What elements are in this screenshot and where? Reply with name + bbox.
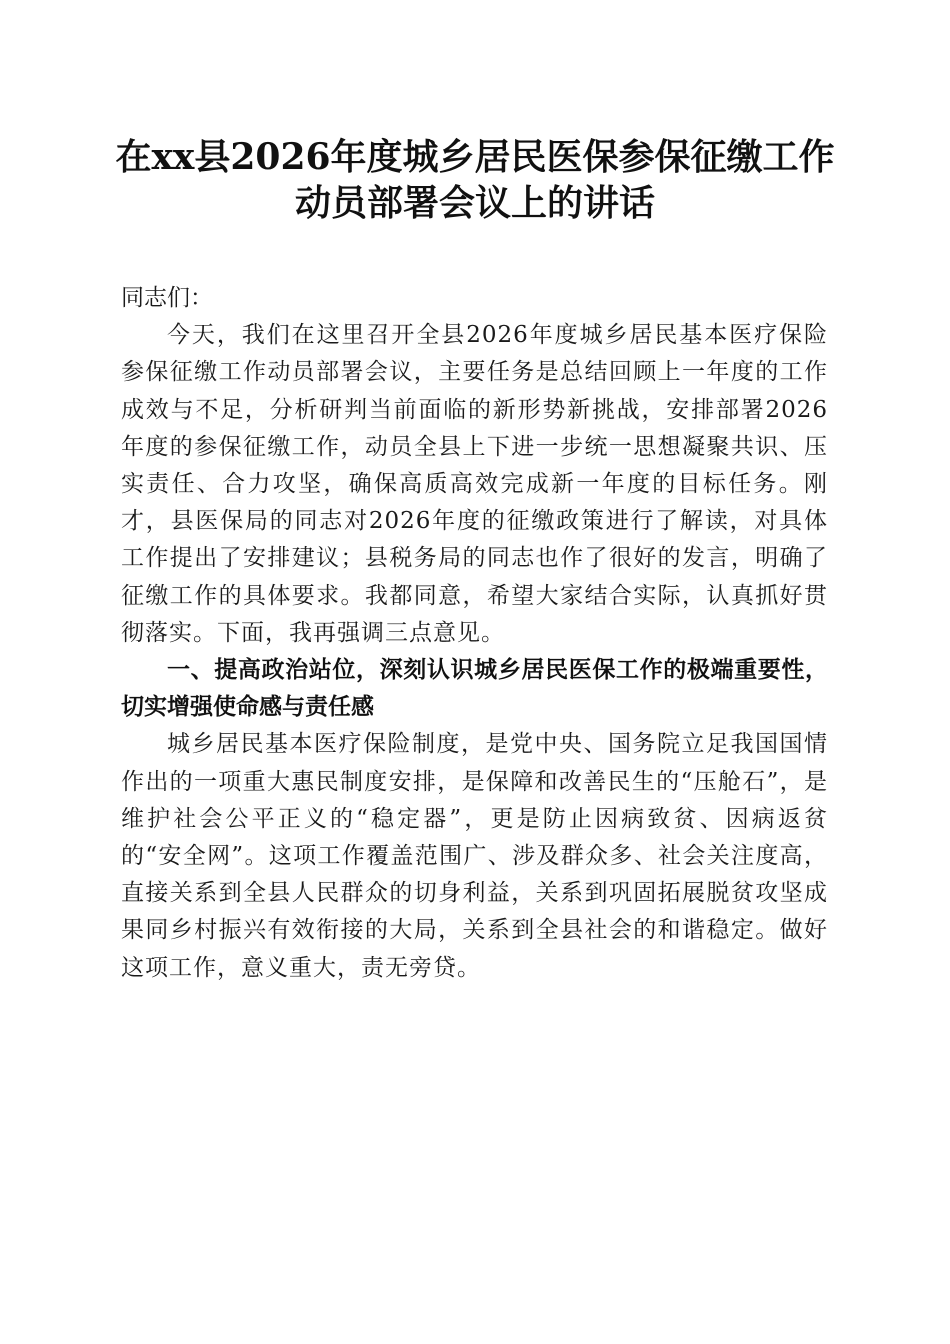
title-line-1: 在xx县2026年度城乡居民医保参保征缴工作 [115,136,835,178]
document-body [121,280,828,987]
title-line-2: 动员部署会议上的讲话 [294,182,655,224]
paragraph-section-1: 城乡居民基本医疗保险制度，是党中央、国务院立足我国国情作出的一项重大惠民制度安排，是保障和改善民生的“压舱石”，是维护社会公平正义的“稳定器”，更是防止因病致贫、因病返贫的“安全网”。这项工作覆盖范围广、涉及群众多、社会关注度高，直接关系到全县人民群众的切身利益，关系到巩固拓展脱贫攻坚成果同乡村振兴有效衔接的大局，关系到全县社会的和谐稳定。做好这项工作，意义重大，责无旁贷。 [121,731,828,981]
document-title [0,135,950,225]
section-heading-1: 一、提高政治站位，深刻认识城乡居民医保工作的极端重要性，切实增强使命感与责任感 [121,657,828,721]
greeting: 同志们： [121,285,213,311]
paragraph-intro: 今天，我们在这里召开全县2026年度城乡居民基本医疗保险参保征缴工作动员部署会议，主要任务是总结回顾上一年度的工作成效与不足，分析研判当前面临的新形势新挑战，安排部署2026年度的参保征缴工作，动员全县上下进一步统一思想凝聚共识、压实责任、合力攻坚，确保高质高效完成新一年度的目标任务。刚才，县医保局的同志对2026年度的征缴政策进行了解读，对具体工作提出了安排建议；县税务局的同志也作了很好的发言，明确了征缴工作的具体要求。我都同意，希望大家结合实际，认真抓好贯彻落实。下面，我再强调三点意见。 [121,322,828,646]
